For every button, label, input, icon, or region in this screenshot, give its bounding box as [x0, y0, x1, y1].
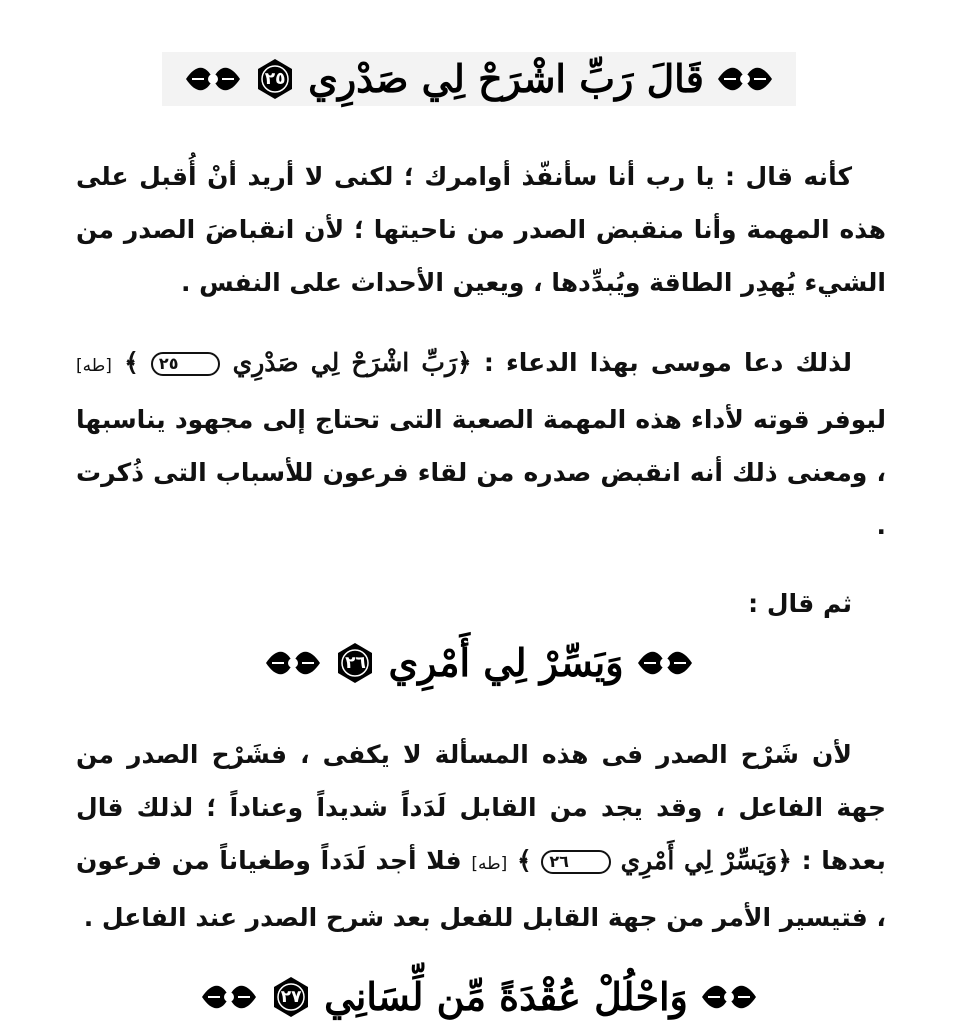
paragraph-2: [76, 336, 886, 552]
verse-number-badge-icon: [270, 976, 312, 1018]
quote-verse-25-close: ﴾: [124, 348, 139, 377]
floral-ornament-icon: [184, 58, 242, 100]
verse-27-text: وَاحْلُلْ عُقْدَةً مِّن لِّسَانِي: [324, 974, 688, 1020]
verse-25-number: ٢٥: [264, 69, 286, 89]
quote-verse-25-number: ٢٥: [151, 352, 221, 376]
floral-ornament-icon: [636, 642, 694, 684]
verse-27-number: ٢٧: [280, 987, 302, 1007]
floral-ornament-icon: [700, 976, 758, 1018]
paragraph-2-rest: ليوفر قوته لأداء هذه المهمة الصعبة التى تحتاج إلى مجهود يناسبها ، ومعنى ذلك أنه انقبض صدره من لقاء فرعون للأسباب التى ذُكرت .: [76, 405, 886, 540]
paragraph-3: [76, 577, 886, 630]
paragraph-4-rest: فلا أجد لَدَداً وطغياناً من فرعون ، فتيسير الأمر من جهة القابل للفعل بعد شرح الصدر عند الفاعل .: [76, 846, 886, 932]
quote-verse-26-number: ٢٦: [541, 850, 611, 874]
verse-banner-25-inner: [162, 52, 796, 106]
paragraph-4-start: لأن شَرْح الصدر فى هذه المسألة لا يكفى ، فشَرْح الصدر من جهة الفاعل ، وقد يجد من القابل لَدَداً شديداً وعناداً ؛ لذلك قال بعدها :: [76, 740, 886, 875]
verse-banner-25: [0, 52, 958, 106]
quote-verse-26: ﴿وَيَسِّرْ لِي أَمْرِي: [620, 846, 792, 875]
verse-banner-26-inner: [264, 642, 693, 684]
surah-reference: [طه]: [76, 356, 112, 376]
verse-banner-26: [0, 642, 958, 684]
paragraph-2-start: لذلك دعا موسى بهذا الدعاء :: [483, 348, 852, 377]
verse-banner-27-inner: [200, 976, 758, 1018]
paragraph-4-text: [76, 728, 886, 944]
paragraph-1-text: كأنه قال : يا رب أنا سأنفّذ أوامرك ؛ لكنى لا أريد أنْ أُقبل على هذه المهمة وأنا منقبض الصدر من ناحيتها ؛ لأن انقباضَ الصدر من الشيء يُهدِر الطاقة ويُبدِّدها ، ويعين الأحداث على النفس .: [76, 162, 886, 297]
quote-verse-26-close: ﴾: [516, 846, 532, 875]
paragraph-4: [76, 728, 886, 944]
quote-verse-25: ﴿رَبِّ اشْرَحْ لِي صَدْرِي: [232, 348, 472, 377]
surah-reference: [طه]: [471, 854, 508, 874]
verse-number-badge-icon: [334, 642, 376, 684]
floral-ornament-icon: [264, 642, 322, 684]
floral-ornament-icon: [716, 58, 774, 100]
verse-number-badge-icon: [254, 58, 296, 100]
paragraph-3-text: ثم قال :: [748, 589, 852, 618]
paragraph-1: [76, 150, 886, 309]
verse-banner-27: [0, 976, 958, 1018]
paragraph-2-text: [76, 336, 886, 552]
verse-26-text: وَيَسِّرْ لِي أَمْرِي: [388, 640, 624, 686]
floral-ornament-icon: [200, 976, 258, 1018]
verse-26-number: ٢٦: [345, 653, 366, 673]
verse-25-text: قَالَ رَبِّ اشْرَحْ لِي صَدْرِي: [308, 56, 704, 102]
